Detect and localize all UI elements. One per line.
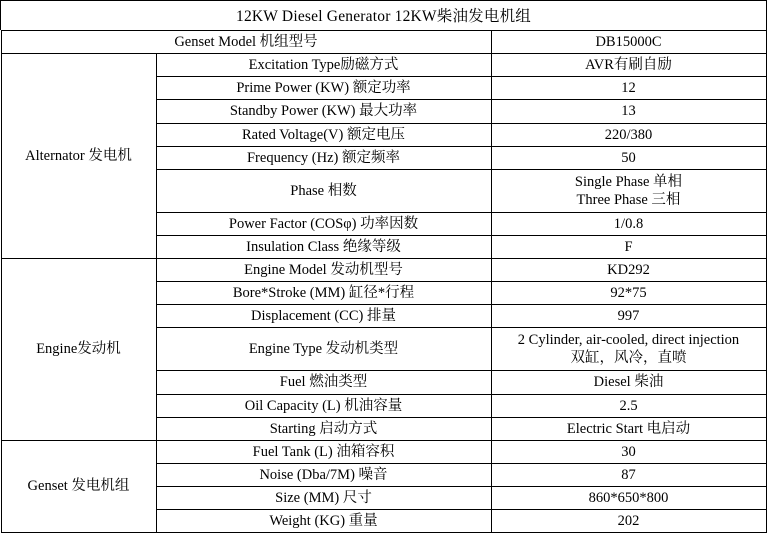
spec-label: Size (MM) 尺寸 bbox=[156, 487, 491, 510]
spec-label: Starting 启动方式 bbox=[156, 417, 491, 440]
spec-label: Power Factor (COSφ) 功率因数 bbox=[156, 212, 491, 235]
group-label-3: Genset 发电机组 bbox=[1, 440, 156, 533]
spec-label: Engine Model 发动机型号 bbox=[156, 259, 491, 282]
spec-value: 87 bbox=[491, 463, 766, 486]
spec-value: 220/380 bbox=[491, 123, 766, 146]
spec-value: 92*75 bbox=[491, 282, 766, 305]
spec-value: 202 bbox=[491, 510, 766, 533]
spec-label: Prime Power (KW) 额定功率 bbox=[156, 77, 491, 100]
genset-model-value: DB15000C bbox=[491, 31, 766, 54]
spec-value: 2.5 bbox=[491, 394, 766, 417]
spec-label: Oil Capacity (L) 机油容量 bbox=[156, 394, 491, 417]
spec-value: 50 bbox=[491, 146, 766, 169]
spec-value: 13 bbox=[491, 100, 766, 123]
spec-value: 30 bbox=[491, 440, 766, 463]
spec-label: Excitation Type励磁方式 bbox=[156, 54, 491, 77]
table-body bbox=[1, 31, 766, 533]
spec-label: Rated Voltage(V) 额定电压 bbox=[156, 123, 491, 146]
spec-value: 2 Cylinder, air-cooled, direct injection 双缸，风冷，直喷 bbox=[491, 328, 766, 371]
spec-label: Frequency (Hz) 额定频率 bbox=[156, 146, 491, 169]
spec-value: KD292 bbox=[491, 259, 766, 282]
spec-label: Weight (KG) 重量 bbox=[156, 510, 491, 533]
table-row bbox=[1, 31, 766, 54]
spec-value: Single Phase 单相 Three Phase 三相 bbox=[491, 169, 766, 212]
group-label-2: Engine发动机 bbox=[1, 259, 156, 441]
specification-table bbox=[1, 30, 767, 533]
table-row bbox=[1, 440, 766, 463]
spec-label: Phase 相数 bbox=[156, 169, 491, 212]
spec-label: Engine Type 发动机类型 bbox=[156, 328, 491, 371]
group-label-1: Alternator 发电机 bbox=[1, 54, 156, 259]
spec-label: Standby Power (KW) 最大功率 bbox=[156, 100, 491, 123]
spec-value: Diesel 柴油 bbox=[491, 371, 766, 394]
spec-label: Fuel 燃油类型 bbox=[156, 371, 491, 394]
table-row bbox=[1, 259, 766, 282]
spec-value: 1/0.8 bbox=[491, 212, 766, 235]
table-row bbox=[1, 54, 766, 77]
spec-label: Insulation Class 绝缘等级 bbox=[156, 235, 491, 258]
spec-value: F bbox=[491, 235, 766, 258]
spec-label: Bore*Stroke (MM) 缸径*行程 bbox=[156, 282, 491, 305]
spec-label: Fuel Tank (L) 油箱容积 bbox=[156, 440, 491, 463]
page-title: 12KW Diesel Generator 12KW柴油发电机组 bbox=[0, 0, 767, 30]
genset-model-label: Genset Model 机组型号 bbox=[1, 31, 491, 54]
spec-value: AVR有刷自励 bbox=[491, 54, 766, 77]
spec-value: Electric Start 电启动 bbox=[491, 417, 766, 440]
spec-value: 860*650*800 bbox=[491, 487, 766, 510]
spec-value: 12 bbox=[491, 77, 766, 100]
spec-value: 997 bbox=[491, 305, 766, 328]
spec-label: Displacement (CC) 排量 bbox=[156, 305, 491, 328]
spec-label: Noise (Dba/7M) 噪音 bbox=[156, 463, 491, 486]
